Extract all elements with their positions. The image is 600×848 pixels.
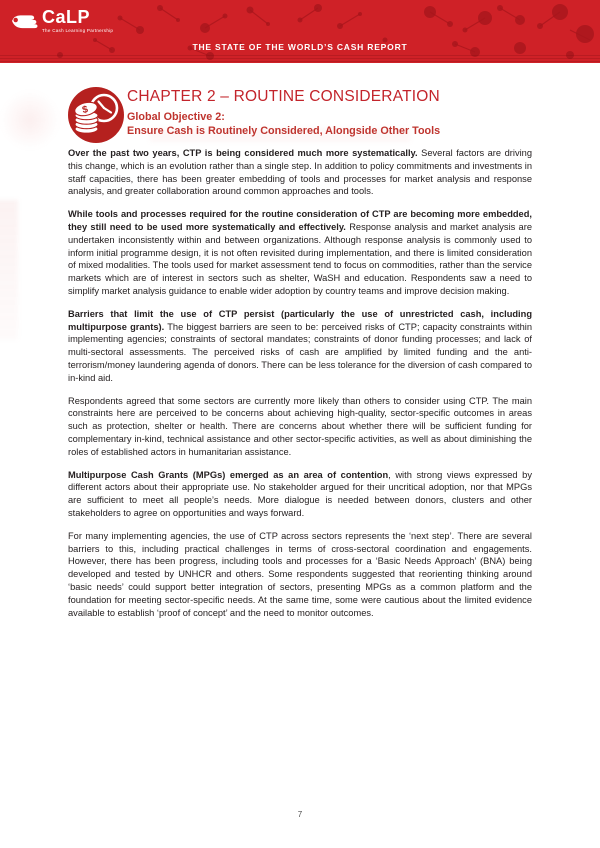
paragraph-lead: Over the past two years, CTP is being considered much more systematically. xyxy=(68,148,418,158)
paragraph xyxy=(68,208,532,298)
body-text xyxy=(68,147,532,629)
paragraph xyxy=(68,147,532,198)
global-objective-heading xyxy=(127,111,440,138)
report-header-band xyxy=(0,0,600,63)
paragraph-lead: Multipurpose Cash Grants (MPGs) emerged as an area of contention xyxy=(68,469,389,480)
paragraph-lead: While tools and processes required for the routine consideration of CTP are becoming more embedded, they still need to be used more systematically and effectively. xyxy=(68,209,532,232)
report-title: THE STATE OF THE WORLD’S CASH REPORT xyxy=(192,42,408,52)
coins-and-clock-icon xyxy=(67,86,125,144)
logo-wordmark: CaLP xyxy=(42,7,91,27)
paragraph xyxy=(68,469,532,520)
objective-title: Ensure Cash is Routinely Considered, Alongside Other Tools xyxy=(127,124,441,137)
paragraph-lead: Barriers that limit the use of CTP persist (particularly the use of unrestricted cash, including multipurpose grants). xyxy=(68,308,532,332)
show-through-artifact xyxy=(0,200,18,340)
paragraph xyxy=(68,395,532,459)
chapter-title: CHAPTER 2 – ROUTINE CONSIDERATION xyxy=(127,88,440,105)
show-through-artifact xyxy=(0,90,60,150)
objective-label: Global Objective 2: xyxy=(127,111,225,123)
paragraph-text: Several factors are driving this change, which is an evolution rather than a single step. In addition to policy commitments and investments in staff capacities, there has been greater embedding of tools and processes for market analysis and response analysis, and greater collaboration around common approaches and tools. xyxy=(68,148,532,197)
paragraph-text: For many implementing agencies, the use of CTP across sectors represents the ‘next step’. There are several barriers to this, including practical challenges in terms of cross-sectoral coordination and engagements. However, there has been progress, including tools and processes for a ‘Basic Needs Approach’ (BNA) being developed and tested by UNHCR and others. Some respondents suggested that reorienting thinking around ‘basic needs’ could support better integration of sectors, presenting MPGs as a common platform and the foundation for meeting sector-specific needs. At the same time, some were cautious about the limited evidence available to establish ‘proof of concept’ and the need to monitor outcomes. xyxy=(68,530,532,618)
page-number: 7 xyxy=(297,810,303,819)
svg-text:$: $ xyxy=(81,104,90,117)
paragraph-text: , with strong views expressed by different actors about their appropriate use. No stakeholder argued for their uncritical adoption, nor that MPGs are sufficient to meet all people’s needs. More dialogue is needed between donors, clusters and other stakeholders to agree on opportunities and ways forward. xyxy=(68,469,532,518)
calp-logo xyxy=(10,8,113,33)
paragraph-text: Respondents agreed that some sectors are currently more likely than others to consider using CTP. The main constraints here are perceived to be concerns about achieving high-quality, sector-specific outcomes in areas such as protection, shelter or health. There are concerns about whether there will be sufficient funding for complementary in-kind, technical assistance and other sector-specific activities, as well as about diminishing the roles of established actors in humanitarian assistance. xyxy=(68,395,532,457)
paragraph xyxy=(68,308,532,385)
calp-hand-logo-icon xyxy=(10,8,38,32)
paragraph-text: The biggest barriers are seen to be: perceived risks of CTP; capacity constraints within implementing agencies; constraints of sectoral mandates; constraints of donor funding processes; and lack of multi-sectoral assessments. The perceived risks of cash are amplified by limited funding and the anti-terrorism/money laundering agenda of donors. There can be less tolerance for the diversion of cash compared to in-kind aid. xyxy=(68,321,532,383)
paragraph-text: Response analysis and market analysis are undertaken inconsistently within and between organizations. Although response analysis is commonly used to inform initial programme design, it is not often revisited during implementation, and there is limited consideration of mixed modalities. The tools used for market assessment tend to focus on commodities, rather than the service markets which are of interest in sectors such as shelter, WaSH and education. Respondents saw a need to simplify market analysis guidance to enable wider adoption by country teams and improve decision making. xyxy=(68,221,532,296)
paragraph xyxy=(68,530,532,620)
logo-tagline: The Cash Learning Partnership xyxy=(42,28,114,33)
header-bottom-stripes xyxy=(0,55,600,63)
